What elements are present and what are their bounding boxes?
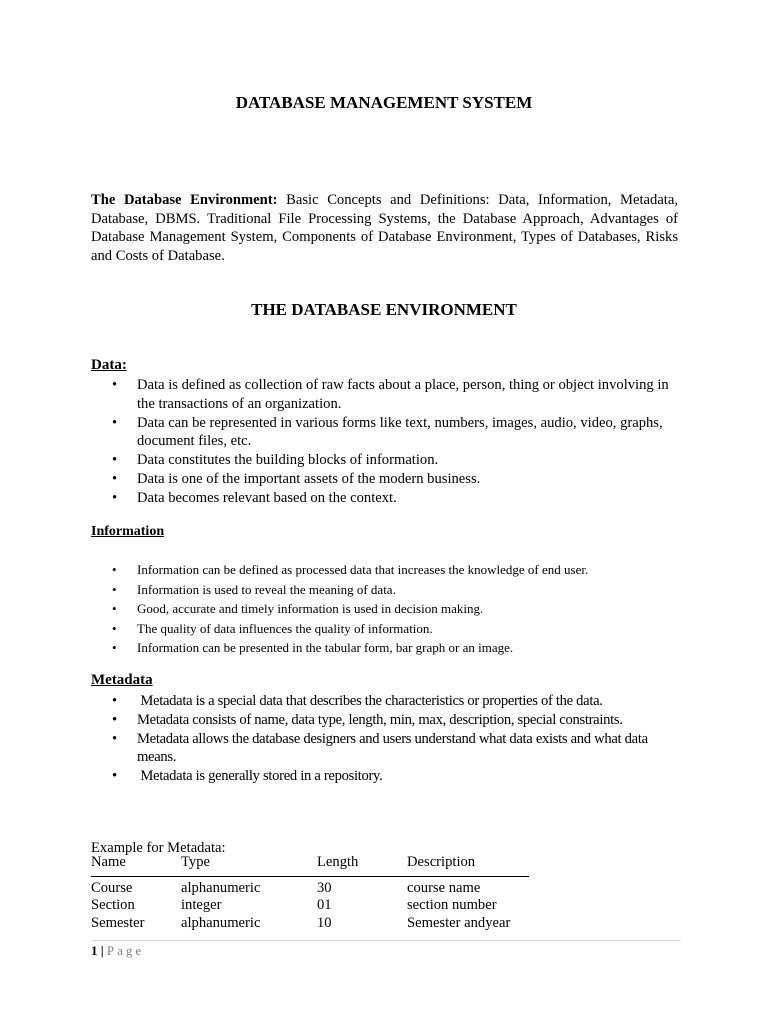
table-cell: Semester bbox=[91, 914, 145, 931]
table-cell: alphanumeric bbox=[181, 914, 261, 931]
bullet-icon: • bbox=[112, 581, 117, 597]
table-cell: 10 bbox=[317, 914, 332, 931]
footer-separator: | bbox=[97, 943, 107, 958]
list-item: • Data becomes relevant based on the context. bbox=[112, 489, 397, 506]
information-heading: Information bbox=[91, 524, 165, 539]
metadata-heading: Metadata bbox=[91, 672, 153, 688]
list-item: • Metadata allows the database designers and users understand what data exists and what data means. bbox=[112, 730, 648, 766]
example-caption: Example for Metadata: bbox=[91, 840, 226, 856]
bullet-icon: • bbox=[112, 693, 117, 709]
page-label: Page bbox=[106, 943, 145, 958]
page-number: 1 bbox=[91, 943, 98, 958]
table-cell: section number bbox=[407, 897, 497, 913]
list-item: • Good, accurate and timely information is used in decision making. bbox=[91, 599, 681, 619]
metadata-bullet-list bbox=[91, 692, 681, 786]
list-item: • Metadata consists of name, data type, length, min, max, description, special constraints. bbox=[112, 711, 623, 728]
bullet-icon: • bbox=[112, 489, 118, 506]
table-row bbox=[91, 876, 529, 897]
metadata-example-table bbox=[91, 854, 529, 932]
bullet-icon: • bbox=[112, 377, 118, 393]
data-heading: Data: bbox=[91, 357, 127, 373]
bullet-icon: • bbox=[112, 414, 118, 431]
column-header: Description bbox=[407, 854, 529, 876]
list-item: • Data can be represented in various forms like text, numbers, images, audio, video, graphs, document files, etc. bbox=[112, 414, 663, 450]
table-cell: alphanumeric bbox=[181, 879, 261, 896]
information-bullet-list bbox=[91, 560, 681, 658]
list-item: • Data is defined as collection of raw facts about a place, person, thing or object involving in the transactions of an organization. bbox=[112, 377, 669, 412]
list-item: • Information is used to reveal the meaning of data. bbox=[91, 580, 681, 600]
table-header-row bbox=[91, 854, 529, 876]
table-cell: Section bbox=[91, 897, 135, 913]
document-title: DATABASE MANAGEMENT SYSTEM bbox=[235, 93, 533, 112]
list-item: • Data is one of the important assets of the modern business. bbox=[112, 470, 481, 487]
list-item: • Metadata is a special data that describes the characteristics or properties of the data. bbox=[112, 693, 603, 709]
table-cell: integer bbox=[181, 897, 222, 913]
bullet-icon: • bbox=[112, 730, 117, 747]
table-cell: 30 bbox=[317, 879, 332, 896]
bullet-icon: • bbox=[112, 470, 118, 487]
bullet-icon: • bbox=[112, 768, 117, 785]
page-footer bbox=[91, 943, 144, 959]
list-item: • The quality of data influences the quality of information. bbox=[91, 619, 681, 639]
table-row bbox=[91, 897, 529, 915]
list-item: • Information can be presented in the tabular form, bar graph or an image. bbox=[91, 638, 681, 658]
table-row bbox=[91, 915, 529, 933]
footer-divider bbox=[91, 940, 681, 941]
column-header: Length bbox=[317, 854, 407, 876]
section-title: THE DATABASE ENVIRONMENT bbox=[251, 300, 517, 319]
table-cell: course name bbox=[407, 879, 481, 896]
list-item: • Data constitutes the building blocks of information. bbox=[112, 452, 439, 469]
table-cell: 01 bbox=[317, 897, 332, 913]
bullet-icon: • bbox=[112, 640, 117, 655]
column-header: Name bbox=[91, 854, 181, 876]
intro-text: Basic Concepts and Definitions: Data, Information, Metadata, Database, DBMS. Traditional File Processing Systems, the Database Approach, Advantages of Database Management System, Components of Database Environment, Types of Databases, Risks and Costs of Database. bbox=[91, 192, 678, 265]
table-cell: Course bbox=[91, 879, 133, 896]
data-bullet-list bbox=[91, 376, 681, 508]
bullet-icon: • bbox=[112, 452, 118, 469]
column-header: Type bbox=[181, 854, 317, 876]
bullet-icon: • bbox=[112, 562, 117, 577]
intro-paragraph bbox=[91, 191, 678, 266]
bullet-icon: • bbox=[112, 620, 117, 636]
list-item: • Metadata is generally stored in a repository. bbox=[112, 768, 383, 785]
list-item: • Information can be defined as processed data that increases the knowledge of end user. bbox=[91, 560, 681, 580]
intro-lead: The Database Environment: bbox=[91, 192, 278, 208]
bullet-icon: • bbox=[112, 711, 117, 728]
bullet-icon: • bbox=[112, 601, 117, 616]
table-cell: Semester andyear bbox=[407, 914, 511, 931]
